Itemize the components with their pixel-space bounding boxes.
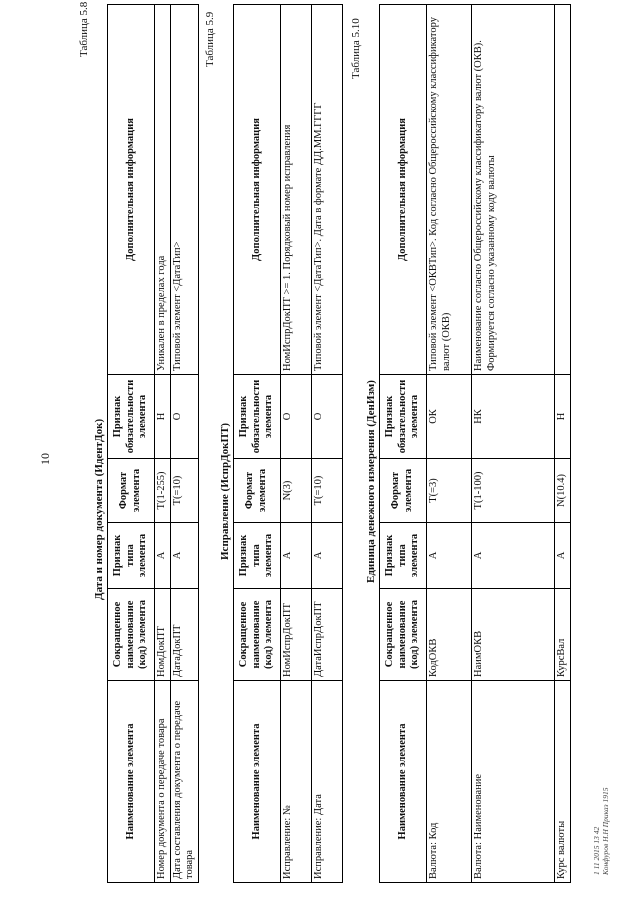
table-header-row (234, 5, 281, 883)
header-name: Наименование элемента (380, 681, 427, 883)
cell-format: N(10.4) (555, 459, 571, 523)
cell-code: ДатаДокПТ (170, 589, 198, 681)
cell-name: Валюта: Код (427, 681, 472, 883)
table-label-5-10: Таблица 5.10 (350, 18, 362, 79)
cell-type: А (155, 523, 171, 589)
cell-mandatory: НК (472, 375, 555, 459)
cell-name: Дата составления документа о передаче товара (170, 681, 198, 883)
cell-format: N(3) (281, 459, 312, 523)
cell-code: ДатаИспрДокПТ (312, 589, 343, 681)
header-type: Признак типа элемента (380, 523, 427, 589)
table-row (155, 5, 171, 883)
table-caption-5-9: Исправление (ИспрДокПТ) (219, 422, 231, 560)
table-row (472, 5, 555, 883)
header-info: Дополнительная информация (234, 5, 281, 375)
table-5-8 (107, 4, 199, 883)
table-label-5-9: Таблица 5.9 (204, 11, 216, 67)
cell-info: Типовой элемент <ОКВТип>. Код согласно Общероссийскому классификатору валют (ОКВ) (427, 5, 472, 375)
table-header-row (108, 5, 155, 883)
stamp-line-2: Конфуров Н.Н Приказ 1915 (601, 787, 611, 875)
cell-format: Т(1-100) (472, 459, 555, 523)
cell-type: А (555, 523, 571, 589)
cell-mandatory: О (170, 375, 198, 459)
cell-name: Номер документа о передаче товара (155, 681, 171, 883)
header-info: Дополнительная информация (108, 5, 155, 375)
cell-info: Типовой элемент <ДатаТип> (170, 5, 198, 375)
cell-mandatory: О (312, 375, 343, 459)
cell-name: Валюта: Наименование (472, 681, 555, 883)
table-label-5-8: Таблица 5.8 (78, 1, 90, 57)
cell-code: КурсВал (555, 589, 571, 681)
header-info: Дополнительная информация (380, 5, 427, 375)
table-row (312, 5, 343, 883)
cell-code: НомДокПТ (155, 589, 171, 681)
cell-format: Т(=3) (427, 459, 472, 523)
cell-type: А (427, 523, 472, 589)
cell-info (555, 5, 571, 375)
cell-type: А (472, 523, 555, 589)
registration-stamp (592, 788, 611, 875)
table-5-9 (233, 4, 343, 883)
cell-type: А (312, 523, 343, 589)
header-format: Формат элемента (234, 459, 281, 523)
table-row (427, 5, 472, 883)
cell-type: А (281, 523, 312, 589)
cell-name: Исправление: № (281, 681, 312, 883)
header-mandatory: Признак обязательности элемента (234, 375, 281, 459)
header-type: Признак типа элемента (108, 523, 155, 589)
cell-format: Т(1-255) (155, 459, 171, 523)
page-number: 10 (38, 453, 52, 465)
table-row (281, 5, 312, 883)
header-name: Наименование элемента (234, 681, 281, 883)
header-name: Наименование элемента (108, 681, 155, 883)
header-code: Сокращенное наименование (код) элемента (234, 589, 281, 681)
cell-mandatory: Н (555, 375, 571, 459)
table-row (555, 5, 571, 883)
header-format: Формат элемента (108, 459, 155, 523)
header-mandatory: Признак обязательности элемента (108, 375, 155, 459)
cell-info: Наименование согласно Общероссийскому классификатору валют (ОКВ). Формируется согласно указанному коду валюты (472, 5, 555, 375)
header-mandatory: Признак обязательности элемента (380, 375, 427, 459)
header-code: Сокращенное наименование (код) элемента (380, 589, 427, 681)
cell-mandatory: Н (155, 375, 171, 459)
table-caption-5-8: Дата и номер документа (ИдентДок) (93, 418, 105, 600)
cell-name: Курс валюты (555, 681, 571, 883)
table-caption-5-10: Единица денежного измерения (ДенИзм) (365, 380, 377, 583)
stamp-line-1: 1 11 2015 13 42 (592, 826, 601, 875)
table-row (170, 5, 198, 883)
cell-code: КодОКВ (427, 589, 472, 681)
header-format: Формат элемента (380, 459, 427, 523)
cell-name: Исправление: Дата (312, 681, 343, 883)
cell-mandatory: ОК (427, 375, 472, 459)
cell-info: НомИспрДокПТ >= 1. Порядковый номер исправления (281, 5, 312, 375)
cell-info: Уникален в пределах года (155, 5, 171, 375)
cell-format: Т(=10) (312, 459, 343, 523)
header-type: Признак типа элемента (234, 523, 281, 589)
cell-format: Т(=10) (170, 459, 198, 523)
cell-code: НаимОКВ (472, 589, 555, 681)
cell-code: НомИспрДокПТ (281, 589, 312, 681)
table-5-10 (379, 4, 571, 883)
cell-info: Типовой элемент <ДатаТип>. Дата в формате ДД.ММ.ГГГГ (312, 5, 343, 375)
header-code: Сокращенное наименование (код) элемента (108, 589, 155, 681)
cell-mandatory: О (281, 375, 312, 459)
cell-type: А (170, 523, 198, 589)
table-header-row (380, 5, 427, 883)
